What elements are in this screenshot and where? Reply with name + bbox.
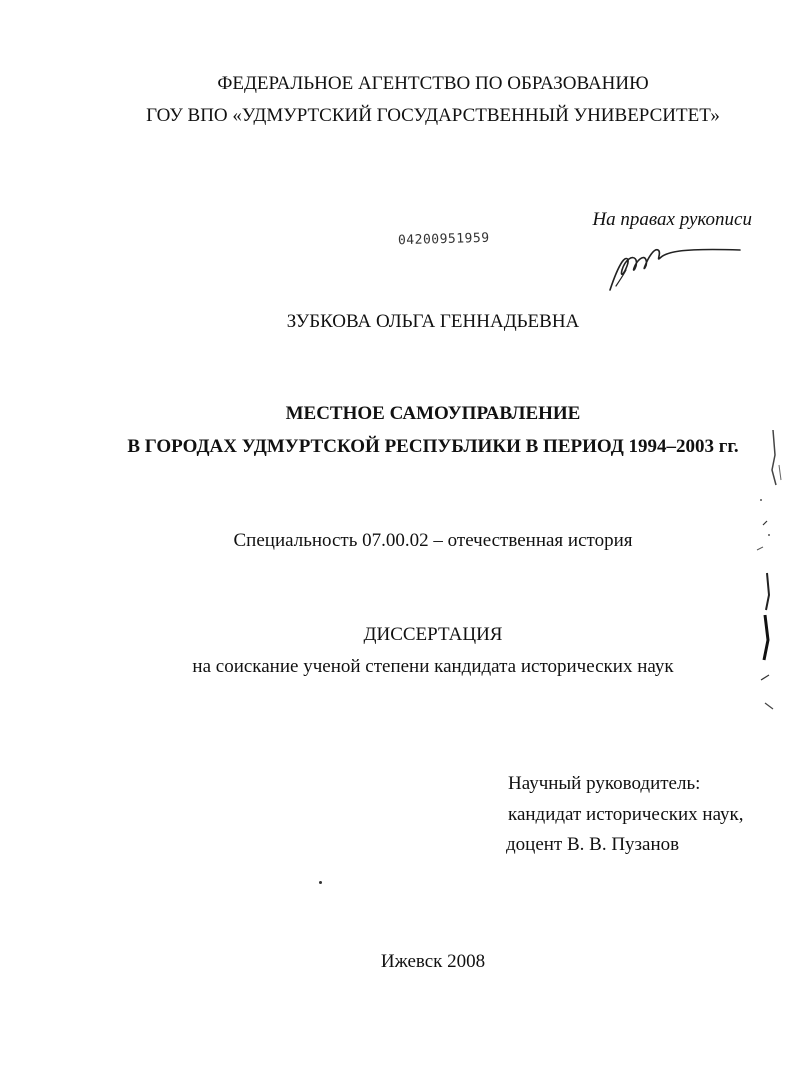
- author-name: ЗУБКОВА ОЛЬГА ГЕННАДЬЕВНА: [286, 311, 580, 332]
- supervisor-name: доцент В. В. Пузанов: [506, 834, 680, 855]
- city-year: Ижевск 2008: [380, 951, 486, 972]
- specialty: Специальность 07.00.02 – отечественная история: [233, 530, 633, 551]
- manuscript-note: На правах рукописи: [592, 209, 752, 230]
- scan-speck: [319, 881, 322, 884]
- university-heading: ГОУ ВПО «УДМУРТСКИЙ ГОСУДАРСТВЕННЫЙ УНИВЕРСИТЕТ»: [146, 105, 720, 126]
- degree-purpose: на соискание ученой степени кандидата исторических наук: [192, 656, 674, 677]
- dissertation-title-line1: МЕСТНОЕ САМОУПРАВЛЕНИЕ: [285, 403, 581, 424]
- supervisor-label: Научный руководитель:: [508, 773, 701, 794]
- agency-heading: ФЕДЕРАЛЬНОЕ АГЕНТСТВО ПО ОБРАЗОВАНИЮ: [217, 73, 649, 94]
- registry-number: 04200951959: [397, 230, 490, 249]
- dissertation-title-line2: В ГОРОДАХ УДМУРТСКОЙ РЕСПУБЛИКИ В ПЕРИОД 1994–2003 гг.: [127, 436, 739, 457]
- work-type: ДИССЕРТАЦИЯ: [363, 624, 503, 645]
- supervisor-degree: кандидат исторических наук,: [508, 804, 744, 825]
- scan-noise: [755, 425, 793, 715]
- signature-icon: [600, 240, 745, 295]
